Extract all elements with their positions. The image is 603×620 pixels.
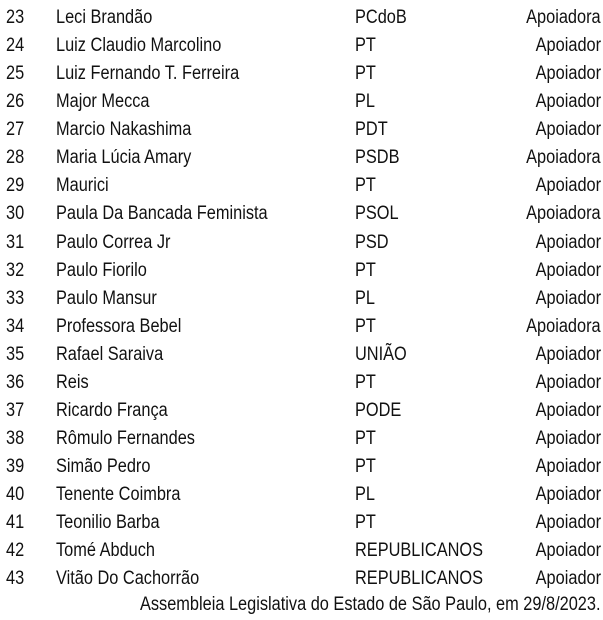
row-number: 40 [6,484,25,506]
party-name: PT [355,259,376,281]
deputy-name: Ricardo França [56,399,168,421]
deputy-name: Luiz Claudio Marcolino [56,35,222,57]
list-item [0,200,603,228]
deputy-name: Paulo Fiorilo [56,259,147,281]
list-item [0,565,603,593]
support-role: Apoiador [535,540,601,562]
list-item [0,144,603,172]
list-item [0,257,603,285]
deputy-name: Marcio Nakashima [56,119,192,141]
deputy-name: Tenente Coimbra [56,484,181,506]
party-name: PT [355,456,376,477]
row-number: 31 [6,231,25,253]
row-number: 35 [6,343,25,365]
list-item [0,341,603,369]
deputy-name: Major Mecca [56,91,150,113]
list-item [0,509,603,537]
row-number: 43 [6,568,25,590]
row-number: 38 [6,427,25,449]
deputy-name: Luiz Fernando T. Ferreira [56,63,240,85]
support-role: Apoiador [535,512,601,534]
deputy-name: Paula Da Bancada Feminista [56,203,268,225]
party-name: PT [355,512,376,534]
party-name: PL [355,287,375,309]
support-role: Apoiador [535,399,601,421]
party-name: PSDB [355,147,400,169]
deputy-name: Rômulo Fernandes [56,427,195,449]
party-name: PT [355,315,376,337]
deputy-name: Vitão Do Cachorrão [56,568,200,590]
support-role: Apoiador [535,35,601,57]
deputy-name: Reis [56,371,89,393]
party-name: REPUBLICANOS [355,540,484,562]
list-item [0,229,603,257]
list-item [0,313,603,341]
party-name: PSOL [355,203,399,225]
row-number: 33 [6,287,25,309]
party-name: PL [355,91,375,113]
support-role: Apoiadora [526,147,601,169]
deputy-name: Paulo Mansur [56,287,157,309]
list-item [0,4,603,32]
deputy-name: Maurici [56,175,109,197]
support-role: Apoiador [535,119,601,141]
party-name: PL [355,484,375,506]
list-item [0,116,603,144]
list-item [0,32,603,60]
party-name: PODE [355,399,402,421]
support-role: Apoiadora [526,203,601,225]
party-name: PT [355,371,376,393]
row-number: 24 [6,35,25,57]
row-number: 30 [6,203,25,225]
row-number: 28 [6,147,25,169]
list-item [0,537,603,565]
support-role: Apoiador [535,484,601,506]
support-role: Apoiador [535,231,601,253]
support-role: Apoiadora [526,315,601,337]
list-item [0,425,603,453]
support-role: Apoiador [535,175,601,197]
support-role: Apoiadora [526,7,601,28]
party-name: REPUBLICANOS [355,568,484,590]
document-footer [0,591,601,619]
party-name: UNIÃO [355,343,407,365]
list-item [0,397,603,425]
support-role: Apoiador [535,568,601,590]
party-name: PT [355,63,376,85]
deputy-name: Professora Bebel [56,315,182,337]
list-item [0,172,603,200]
row-number: 32 [6,259,25,281]
deputy-name: Maria Lúcia Amary [56,147,192,169]
row-number: 36 [6,371,25,393]
support-role: Apoiador [535,371,601,393]
list-item [0,285,603,313]
row-number: 23 [6,7,25,28]
list-item [0,88,603,116]
row-number: 37 [6,399,25,421]
support-role: Apoiador [535,259,601,281]
list-item [0,481,603,509]
party-name: PDT [355,119,388,141]
row-number: 41 [6,512,25,534]
support-role: Apoiador [535,91,601,113]
row-number: 39 [6,456,25,477]
support-role: Apoiador [535,456,601,477]
row-number: 29 [6,175,25,197]
list-item [0,60,603,88]
list-item [0,453,603,481]
row-number: 27 [6,119,25,141]
party-name: PT [355,175,376,197]
row-number: 42 [6,540,25,562]
party-name: PCdoB [355,7,407,28]
party-name: PT [355,35,376,57]
deputy-name: Leci Brandão [56,7,153,28]
deputy-name: Paulo Correa Jr [56,231,171,253]
party-name: PT [355,427,376,449]
party-name: PSD [355,231,389,253]
row-number: 26 [6,91,25,113]
row-number: 25 [6,63,25,85]
deputy-name: Teonilio Barba [56,512,160,534]
footer-text: Assembleia Legislativa do Estado de São Paulo, em 29/8/2023. [140,594,601,615]
deputy-name: Simão Pedro [56,456,151,477]
row-number: 34 [6,315,25,337]
support-role: Apoiador [535,427,601,449]
support-role: Apoiador [535,63,601,85]
supporters-list [0,4,603,593]
support-role: Apoiador [535,343,601,365]
deputy-name: Rafael Saraiva [56,343,164,365]
support-role: Apoiador [535,287,601,309]
list-item [0,369,603,397]
deputy-name: Tomé Abduch [56,540,156,562]
